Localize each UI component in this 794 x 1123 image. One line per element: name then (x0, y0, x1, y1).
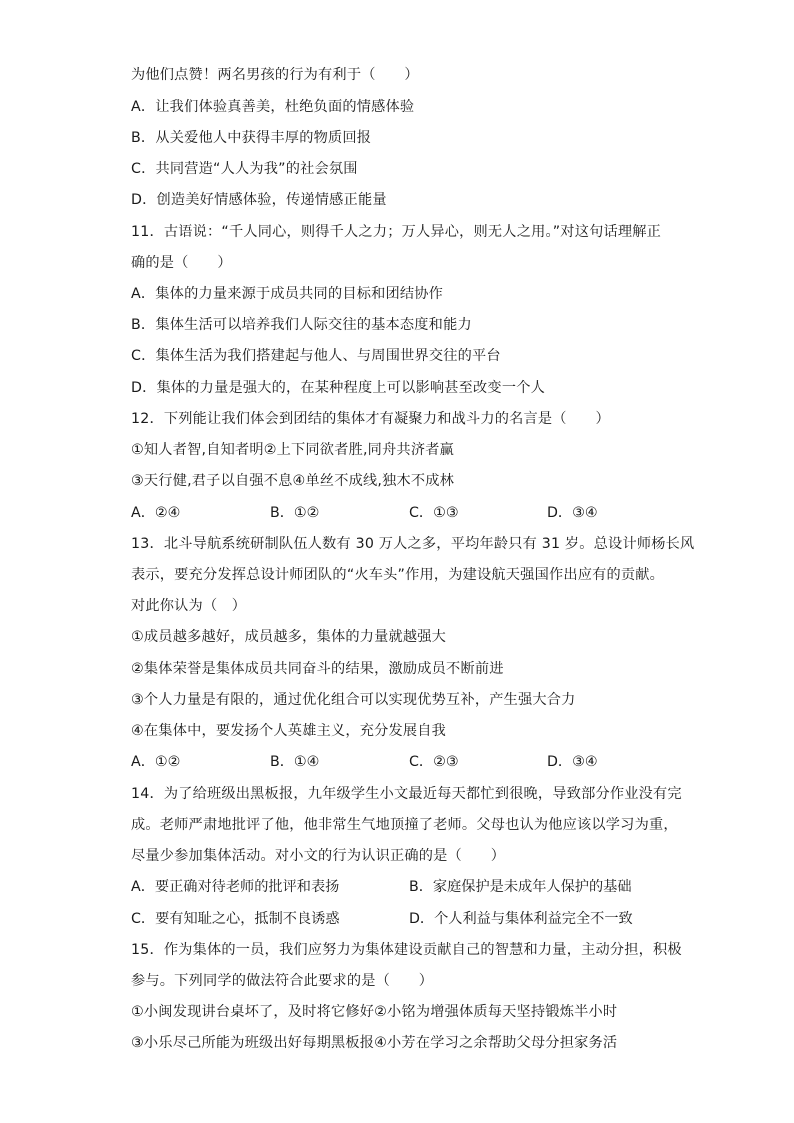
q14-choice-a: A．要正确对待老师的批评和表扬 (131, 879, 340, 895)
q11-option-d: D．集体的力量是强大的，在某种程度上可以影响甚至改变一个人 (131, 380, 545, 396)
q13-stem-line-2: 表示，要充分发挥总设计师团队的“火车头”作用，为建设航天强国作出应有的贡献。 (131, 567, 665, 583)
q13-choice-d: D．③④ (547, 754, 598, 770)
q13-item-3: ③个人力量是有限的，通过优化组合可以实现优势互补，产生强大合力 (131, 692, 576, 708)
q12-choice-c: C．①③ (409, 505, 459, 521)
q11-stem-line-1: 11．古语说：“千人同心，则得千人之力；万人异心，则无人之用。”对这句话理解正 (131, 224, 662, 240)
q14-choice-c: C．要有知耻之心，抵制不良诱惑 (131, 911, 340, 927)
q14-stem-line-2: 成。老师严肃地批评了他，他非常生气地顶撞了老师。父母也认为他应该以学习为重， (131, 817, 678, 833)
q14-choice-d: D．个人利益与集体利益完全不一致 (409, 911, 633, 927)
q13-choice-a: A．①② (131, 754, 181, 770)
q11-option-a: A．集体的力量来源于成员共同的目标和团结协作 (131, 286, 444, 302)
q10-option-c: C．共同营造“人人为我”的社会氛围 (131, 161, 358, 177)
q10-option-b: B．从关爱他人中获得丰厚的物质回报 (131, 130, 372, 146)
q10-option-d: D．创造美好情感体验，传递情感正能量 (131, 192, 387, 208)
q11-option-b: B．集体生活可以培养我们人际交往的基本态度和能力 (131, 317, 472, 333)
q14-stem-line-3: 尽量少参加集体活动。对小文的行为认识正确的是（ ） (131, 848, 506, 864)
q13-stem-line-1: 13．北斗导航系统研制队伍人数有 30 万人之多，平均年龄只有 31 岁。总设计师杨长风 (131, 536, 695, 552)
q12-choice-d: D．③④ (547, 505, 598, 521)
q12-item-line-2: ③天行健,君子以自强不息④单丝不成线,独木不成林 (131, 473, 455, 489)
q15-stem-line-2: 参与。下列同学的做法符合此要求的是（ ） (131, 973, 434, 989)
q12-item-line-1: ①知人者智,自知者明②上下同欲者胜,同舟共济者赢 (131, 442, 455, 458)
q10-stem-tail: 为他们点赞！两名男孩的行为有利于（ ） (131, 67, 419, 83)
q15-item-line-2: ③小乐尽己所能为班级出好每期黑板报④小芳在学习之余帮助父母分担家务活 (131, 1035, 618, 1051)
q13-item-2: ②集体荣誉是集体成员共同奋斗的结果，激励成员不断前进 (131, 661, 504, 677)
q12-choice-b: B．①② (270, 505, 320, 521)
q12-stem: 12．下列能让我们体会到团结的集体才有凝聚力和战斗力的名言是（ ） (131, 411, 610, 427)
q10-option-a: A．让我们体验真善美，杜绝负面的情感体验 (131, 99, 415, 115)
q13-item-4: ④在集体中，要发扬个人英雄主义，充分发展自我 (131, 723, 447, 739)
q15-stem-line-1: 15．作为集体的一员，我们应努力为集体建设贡献自己的智慧和力量，主动分担，积极 (131, 942, 682, 958)
q13-stem-line-3: 对此你认为（ ） (131, 598, 247, 614)
q14-choice-b: B．家庭保护是未成年人保护的基础 (409, 879, 632, 895)
q13-choice-c: C．②③ (409, 754, 459, 770)
q15-item-line-1: ①小闽发现讲台桌坏了，及时将它修好②小铭为增强体质每天坚持锻炼半小时 (131, 1004, 618, 1020)
q13-item-1: ①成员越多越好，成员越多，集体的力量就越强大 (131, 629, 447, 645)
q13-choice-b: B．①④ (270, 754, 320, 770)
q14-stem-line-1: 14．为了给班级出黑板报，九年级学生小文最近每天都忙到很晚，导致部分作业没有完 (131, 786, 682, 802)
q11-option-c: C．集体生活为我们搭建起与他人、与周围世界交往的平台 (131, 348, 501, 364)
q12-choice-a: A．②④ (131, 505, 181, 521)
q11-stem-line-2: 确的是（ ） (131, 255, 232, 271)
